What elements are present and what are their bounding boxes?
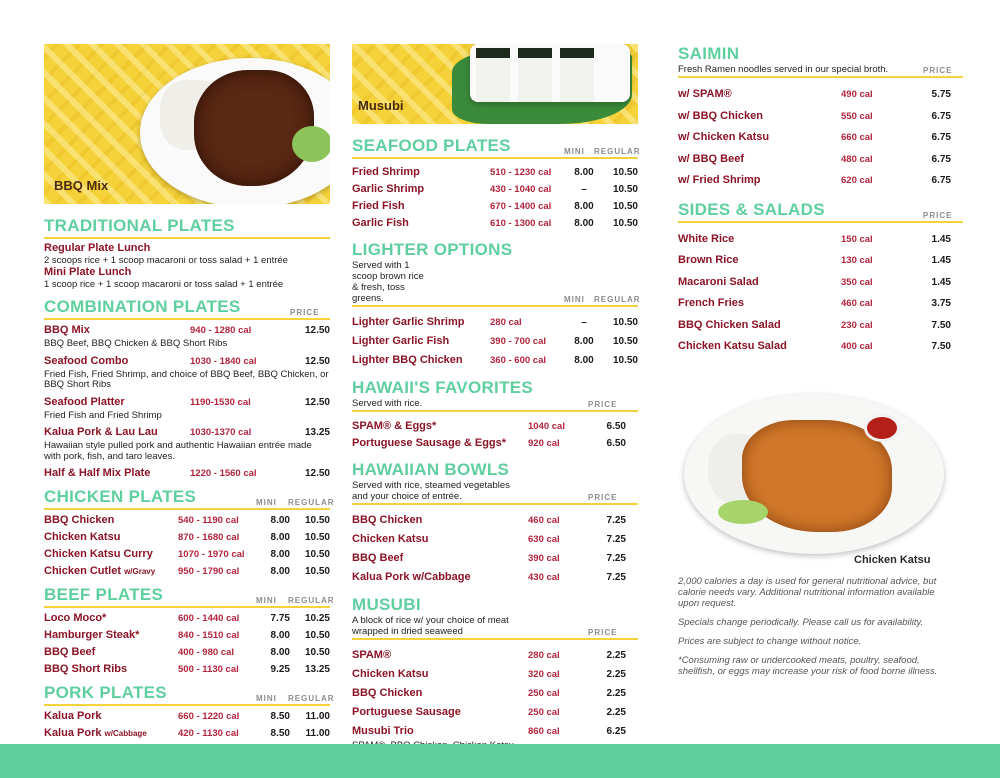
sauce-image	[864, 414, 900, 442]
item-regular-price: 10.50	[304, 630, 330, 641]
item-cal: 1040 cal	[528, 421, 565, 432]
item-mini-price: 8.50	[270, 711, 290, 722]
item-cal: 360 - 600 cal	[490, 355, 546, 366]
chicken-katsu-caption: Chicken Katsu	[854, 553, 931, 566]
section-title: TRADITIONAL PLATES	[44, 216, 235, 235]
item-mini-price: –	[581, 184, 587, 195]
item-cal: 940 - 1280 cal	[190, 325, 252, 336]
regular-header: REGULAR	[594, 147, 641, 156]
regular-header: REGULAR	[288, 694, 335, 703]
item-price: 1.45	[931, 276, 951, 288]
item-price: 12.50	[304, 396, 330, 408]
item-price: 12.50	[304, 468, 330, 479]
mini-header: MINI	[256, 596, 277, 605]
item-cal: 420 - 1130 cal	[178, 728, 239, 739]
item-name: Lighter Garlic Shrimp	[352, 316, 465, 328]
item-mini-price: 8.00	[270, 549, 290, 560]
item-name: Chicken Katsu	[352, 668, 429, 680]
consumption-warning: *Consuming raw or undercooked meats, poultry, seafood, shellfish, or eggs may increase your risk of food borne illness.	[678, 654, 938, 677]
item-cal: 860 cal	[528, 726, 560, 737]
item-mini-price: 8.00	[270, 515, 290, 526]
item-cal: 610 - 1300 cal	[490, 218, 552, 229]
section-desc: Served with 1 scoop brown rice & fresh, toss greens.	[352, 260, 424, 304]
item-desc: 1 scoop rice + 1 scoop macaroni or toss salad + 1 entrée	[44, 279, 284, 290]
item-mini-price: 9.25	[270, 664, 290, 675]
item-cal: 500 - 1130 cal	[178, 664, 239, 675]
item-cal: 660 - 1220 cal	[178, 711, 240, 722]
item-price: 13.25	[304, 427, 330, 438]
item-price: 7.50	[931, 319, 951, 331]
section-desc: A block of rice w/ your choice of meat wrapped in dried seaweed	[352, 615, 509, 637]
footer-band	[0, 744, 1000, 778]
item-cal: 840 - 1510 cal	[178, 630, 240, 641]
regular-header: REGULAR	[288, 596, 335, 605]
section-title: SAIMIN	[678, 44, 740, 63]
item-mini-price: 8.00	[574, 167, 594, 178]
item-cal: 540 - 1190 cal	[178, 515, 239, 526]
item-price: 7.25	[606, 553, 626, 564]
item-name: Garlic Shrimp	[352, 183, 425, 195]
price-header: PRICE	[588, 628, 618, 637]
item-name: Portuguese Sausage & Eggs*	[352, 437, 507, 449]
item-cal: 280 cal	[490, 317, 522, 328]
item-name: Kalua Pork w/Cabbage	[352, 571, 471, 583]
price-header: PRICE	[290, 308, 320, 317]
item-suffix: w/Gravy	[124, 567, 156, 576]
item-mini-price: 8.00	[574, 336, 594, 347]
item-name: Kalua Pork	[44, 727, 102, 739]
menu-column-middle	[352, 44, 641, 755]
item-cal: 280 cal	[528, 650, 560, 661]
item-regular-price: 11.00	[305, 728, 330, 739]
item-cal: 510 - 1230 cal	[490, 167, 552, 178]
section-desc: Served with rice, steamed vegetables and your choice of entrée.	[352, 480, 510, 502]
item-price: 2.25	[606, 650, 626, 661]
item-price: 6.75	[931, 175, 951, 186]
musubi-image	[560, 48, 594, 102]
item-cal: 620 cal	[841, 175, 873, 186]
item-name: White Rice	[678, 232, 735, 245]
item-name: w/ SPAM®	[678, 88, 732, 100]
item-mini-price: 8.00	[270, 630, 290, 641]
section-title: PORK PLATES	[44, 683, 167, 702]
item-name: Chicken Katsu	[44, 531, 121, 543]
item-name: Kalua Pork & Lau Lau	[44, 426, 158, 438]
item-cal: 670 - 1400 cal	[490, 201, 552, 212]
item-mini-price: 8.00	[270, 647, 290, 658]
item-name: Seafood Combo	[44, 354, 129, 367]
bbq-mix-photo	[44, 44, 330, 204]
section-title: COMBINATION PLATES	[44, 297, 241, 316]
item-name: w/ Fried Shrimp	[678, 174, 761, 186]
item-regular-price: 10.50	[612, 167, 638, 178]
lighter-options-section	[352, 240, 641, 370]
musubi-image	[476, 48, 510, 102]
item-cal: 430 cal	[528, 572, 560, 583]
item-mini-price: 8.00	[574, 218, 594, 229]
mini-header: MINI	[564, 295, 585, 304]
regular-header: REGULAR	[594, 295, 641, 304]
item-cal: 130 cal	[841, 255, 873, 266]
item-desc: 2 scoops rice + 1 scoop macaroni or toss salad + 1 entrée	[44, 255, 288, 266]
calorie-note: 2,000 calories a day is used for general nutritional advice, but calorie needs vary. Additional nutritional information available upon request.	[678, 575, 937, 609]
item-name: Seafood Platter	[44, 395, 125, 408]
item-name: BBQ Mix	[44, 324, 90, 336]
item-price: 6.25	[606, 726, 626, 737]
item-name: Chicken Katsu Curry	[44, 548, 153, 560]
item-price: 2.25	[606, 707, 626, 718]
item-cal: 630 cal	[528, 534, 560, 545]
item-desc: Hawaiian style pulled pork and authentic Hawaiian entrée made with pork, fish, and taro leaves.	[44, 440, 312, 462]
item-name: Fried Fish	[352, 200, 405, 212]
item-cal: 230 cal	[841, 319, 873, 331]
item-name: Macaroni Salad	[678, 275, 759, 288]
combination-plates-section	[44, 297, 330, 482]
item-name: BBQ Chicken Salad	[678, 318, 781, 331]
musubi-image	[518, 48, 552, 102]
item-cal: 350 cal	[841, 276, 873, 288]
item-price: 6.50	[606, 438, 626, 449]
item-mini-price: 7.75	[270, 613, 290, 624]
section-title: BEEF PLATES	[44, 585, 164, 604]
section-title: SEAFOOD PLATES	[352, 136, 511, 155]
regular-header: REGULAR	[288, 498, 335, 507]
lettuce-image	[292, 126, 330, 162]
item-price: 6.75	[931, 153, 951, 165]
item-name: SPAM® & Eggs*	[352, 420, 437, 432]
item-name: Brown Rice	[678, 254, 739, 266]
item-mini-price: 8.00	[574, 201, 594, 212]
lettuce-image	[718, 500, 768, 524]
item-regular-price: 10.50	[612, 355, 638, 366]
hawaiian-bowls-section	[352, 460, 638, 587]
item-cal: 1030-1370 cal	[190, 427, 252, 438]
price-header: PRICE	[923, 210, 953, 220]
section-title: CHICKEN PLATES	[44, 487, 197, 506]
item-price: 5.75	[931, 89, 951, 100]
item-cal: 660 cal	[841, 132, 873, 143]
section-title: LIGHTER OPTIONS	[352, 240, 513, 259]
item-mini-price: 8.00	[574, 355, 594, 366]
item-cal: 1030 - 1840 cal	[190, 355, 257, 367]
item-price: 7.25	[606, 515, 626, 526]
item-price: 1.45	[931, 255, 951, 266]
saimin-section	[678, 44, 963, 192]
bbq-meat-image	[194, 70, 314, 186]
item-price: 12.50	[304, 325, 330, 336]
item-regular-price: 10.50	[612, 317, 638, 328]
item-regular-price: 10.50	[612, 218, 638, 229]
seafood-plates-section	[352, 136, 641, 232]
item-price: 2.25	[606, 669, 626, 680]
item-price: 6.50	[606, 421, 626, 432]
item-regular-price: 10.50	[612, 336, 638, 347]
item-name: BBQ Chicken	[44, 514, 115, 526]
item-cal: 870 - 1680 cal	[178, 532, 240, 543]
item-regular-price: 13.25	[304, 664, 330, 675]
traditional-plates-section	[44, 216, 330, 290]
item-cal: 460 cal	[528, 515, 560, 526]
item-cal: 490 cal	[841, 89, 873, 100]
section-title: SIDES & SALADS	[678, 199, 825, 219]
item-name: Kalua Pork	[44, 710, 102, 722]
item-mini-price: 8.00	[270, 566, 290, 577]
item-cal: 480 cal	[841, 153, 873, 165]
item-cal: 320 cal	[528, 669, 560, 680]
item-price: 3.75	[931, 298, 951, 309]
item-desc: Fried Fish, Fried Shrimp, and choice of BBQ Beef, BBQ Chicken, or BBQ Short Ribs	[44, 368, 329, 390]
item-name: w/ Chicken Katsu	[678, 131, 770, 143]
price-header: PRICE	[923, 66, 953, 75]
item-cal: 600 - 1440 cal	[178, 613, 240, 624]
mini-header: MINI	[256, 498, 277, 507]
item-regular-price: 10.50	[304, 566, 330, 577]
item-name: Regular Plate Lunch	[44, 242, 151, 254]
item-price: 12.50	[304, 355, 330, 367]
hawaiis-favorites-section	[352, 378, 638, 452]
item-name: Lighter Garlic Fish	[352, 335, 450, 347]
item-cal: 150 cal	[841, 233, 873, 245]
item-name: French Fries	[678, 297, 745, 309]
sides-salads-section	[678, 200, 963, 358]
item-name: BBQ Beef	[44, 646, 96, 658]
item-name: BBQ Chicken	[352, 514, 423, 526]
item-name: Chicken Katsu	[352, 533, 429, 545]
item-name: Chicken Cutlet	[44, 565, 122, 577]
item-cal: 430 - 1040 cal	[490, 184, 552, 195]
item-mini-price: 8.50	[270, 728, 290, 739]
item-regular-price: 10.50	[304, 515, 330, 526]
item-price: 7.50	[931, 341, 951, 352]
item-mini-price: –	[581, 317, 587, 328]
item-cal: 550 cal	[841, 110, 873, 122]
item-regular-price: 10.50	[612, 184, 638, 195]
section-title: HAWAIIAN BOWLS	[352, 460, 510, 479]
item-name: w/ BBQ Beef	[678, 152, 745, 165]
chicken-katsu-photo	[678, 394, 963, 574]
item-suffix: w/Cabbage	[104, 729, 147, 738]
section-title: MUSUBI	[352, 595, 421, 614]
menu-column-left	[44, 44, 335, 759]
musubi-photo	[352, 44, 638, 124]
item-price: 6.75	[931, 110, 951, 122]
item-regular-price: 10.50	[612, 201, 638, 212]
notes	[678, 576, 946, 677]
item-name: BBQ Short Ribs	[44, 663, 128, 675]
musubi-caption: Musubi	[358, 98, 404, 113]
item-desc: BBQ Beef, BBQ Chicken & BBQ Short Ribs	[44, 338, 228, 349]
item-name: BBQ Chicken	[352, 687, 423, 699]
bbq-mix-caption: BBQ Mix	[54, 178, 109, 193]
beef-plates-section	[44, 585, 335, 678]
item-cal: 390 cal	[528, 553, 560, 564]
price-header: PRICE	[588, 400, 618, 409]
chicken-plates-section	[44, 487, 335, 580]
item-cal: 250 cal	[528, 688, 560, 699]
item-name: w/ BBQ Chicken	[678, 109, 763, 122]
mini-header: MINI	[564, 147, 585, 156]
item-cal: 250 cal	[528, 707, 560, 718]
item-cal: 400 - 980 cal	[178, 647, 234, 658]
mini-header: MINI	[256, 694, 277, 703]
item-regular-price: 10.50	[304, 647, 330, 658]
item-price: 7.25	[606, 572, 626, 583]
item-regular-price: 10.50	[304, 532, 330, 543]
item-cal: 460 cal	[841, 298, 873, 309]
item-name: Mini Plate Lunch	[44, 266, 132, 278]
item-cal: 920 cal	[528, 438, 560, 449]
item-name: Fried Shrimp	[352, 166, 420, 178]
item-name: SPAM®	[352, 649, 392, 661]
price-header: PRICE	[588, 493, 618, 502]
item-cal: 390 - 700 cal	[490, 336, 546, 347]
item-regular-price: 10.25	[304, 613, 330, 624]
item-name: Half & Half Mix Plate	[44, 467, 151, 479]
item-price: 6.75	[931, 132, 951, 143]
item-name: Chicken Katsu Salad	[678, 340, 787, 352]
item-name: Hamburger Steak*	[44, 629, 140, 641]
item-name: Lighter BBQ Chicken	[352, 354, 463, 366]
menu-column-right	[678, 44, 963, 685]
item-desc: Fried Fish and Fried Shrimp	[44, 409, 162, 421]
section-desc: Fresh Ramen noodles served in our special broth.	[678, 64, 889, 75]
section-desc: Served with rice.	[352, 398, 423, 409]
prices-note: Prices are subject to change without notice.	[678, 635, 862, 647]
item-cal: 400 cal	[841, 341, 873, 352]
item-cal: 950 - 1790 cal	[178, 566, 240, 577]
item-name: Musubi Trio	[352, 725, 414, 737]
item-regular-price: 10.50	[304, 549, 330, 560]
item-name: Loco Moco*	[44, 612, 107, 624]
item-cal: 1190-1530 cal	[190, 396, 251, 408]
item-cal: 1220 - 1560 cal	[190, 468, 257, 479]
section-title: HAWAII'S FAVORITES	[352, 378, 534, 397]
item-price: 1.45	[931, 233, 951, 245]
item-cal: 1070 - 1970 cal	[178, 549, 245, 560]
item-name: Portuguese Sausage	[352, 706, 461, 718]
item-regular-price: 11.00	[305, 711, 330, 722]
musubi-section	[352, 595, 638, 752]
specials-note: Specials change periodically. Please call us for availability.	[678, 616, 924, 628]
item-mini-price: 8.00	[270, 532, 290, 543]
item-name: BBQ Beef	[352, 552, 404, 564]
item-price: 2.25	[606, 688, 626, 699]
item-name: Garlic Fish	[352, 217, 409, 229]
item-price: 7.25	[606, 534, 626, 545]
